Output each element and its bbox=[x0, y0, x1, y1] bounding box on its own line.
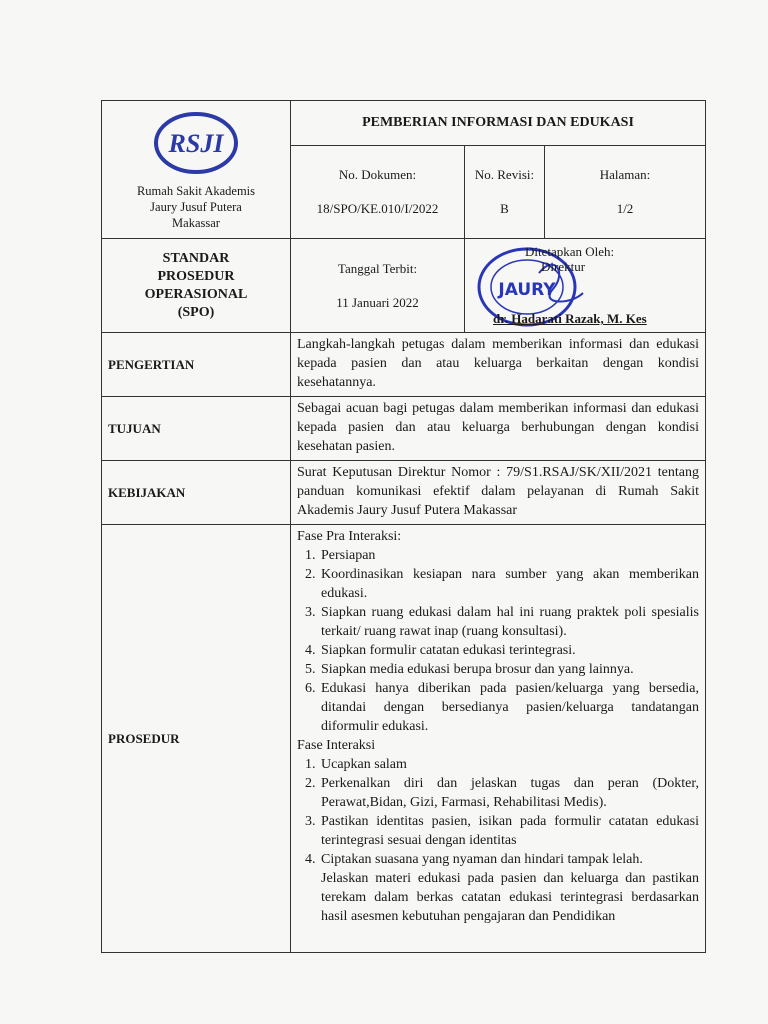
ditetapkan-role: Direktur bbox=[541, 259, 586, 274]
pra-interaksi-list bbox=[297, 546, 699, 736]
tujuan-row bbox=[102, 397, 705, 461]
halaman-cell bbox=[545, 146, 705, 239]
document-header bbox=[102, 101, 705, 333]
spo-line: STANDAR bbox=[162, 250, 230, 266]
tanggal-value: 11 Januari 2022 bbox=[336, 294, 419, 310]
hospital-name-line: Jaury Jusuf Putera bbox=[150, 199, 242, 214]
no-dokumen-value: 18/SPO/KE.010/I/2022 bbox=[316, 201, 439, 216]
list-item: 4. Siapkan formulir catatan edukasi terintegrasi. bbox=[319, 641, 699, 660]
list-item: 1. Ucapkan salam bbox=[319, 755, 699, 774]
hospital-identity bbox=[102, 101, 291, 239]
spo-document bbox=[101, 100, 706, 953]
list-item: 3. Siapkan ruang edukasi dalam hal ini ruang praktek poli spesialis terkait/ ruang rawat inap (ruang konsultasi). bbox=[319, 603, 699, 641]
no-dokumen-label: No. Dokumen: bbox=[338, 167, 417, 182]
hospital-name bbox=[137, 183, 255, 231]
approval-cell bbox=[465, 239, 705, 333]
list-item: 3. Pastikan identitas pasien, isikan pada formulir catatan edukasi terintegrasi sesuai dengan identitas bbox=[319, 812, 699, 850]
spo-line: PROSEDUR bbox=[157, 268, 235, 284]
document-title: PEMBERIAN INFORMASI DAN EDUKASI bbox=[291, 101, 705, 146]
prosedur-content bbox=[291, 525, 705, 952]
hospital-logo-icon bbox=[151, 109, 241, 177]
prosedur-row bbox=[102, 525, 705, 952]
no-revisi-label: No. Revisi: bbox=[474, 167, 535, 182]
tujuan-text: Sebagai acuan bagi petugas dalam memberikan informasi dan edukasi kepada pasien dan atau keluarga berhubungan dengan kondisi kesehatan pasien. bbox=[297, 401, 699, 454]
pengertian-row bbox=[102, 332, 705, 397]
list-item: 4. Ciptakan suasana yang nyaman dan hindari tampak lelah. bbox=[319, 850, 699, 869]
kebijakan-row bbox=[102, 461, 705, 525]
tanggal-label: Tanggal Terbit: bbox=[337, 260, 418, 276]
list-item: 6. Edukasi hanya diberikan pada pasien/keluarga yang bersedia, ditandai dengan bersedianya pasien/keluarga tandatangan diformulir edukasi. bbox=[319, 679, 699, 736]
logo-text: RSJI bbox=[168, 128, 224, 158]
kebijakan-label: KEBIJAKAN bbox=[102, 461, 291, 524]
pengertian-label: PENGERTIAN bbox=[102, 333, 291, 396]
signatory-name: dr. Hadarati Razak, M. Kes bbox=[493, 311, 647, 326]
approval-text bbox=[525, 244, 614, 274]
stamp-text: JAURY bbox=[498, 280, 556, 300]
fase-interaksi-heading: Fase Interaksi bbox=[297, 738, 376, 753]
list-item: 2. Perkenalkan diri dan jelaskan tugas dan peran (Dokter, Perawat,Bidan, Gizi, Farmasi, Rehabilitasi Medis). bbox=[319, 774, 699, 812]
tujuan-label: TUJUAN bbox=[102, 397, 291, 460]
prosedur-label: PROSEDUR bbox=[102, 525, 291, 952]
halaman-value: 1/2 bbox=[616, 201, 634, 216]
ditetapkan-label: Ditetapkan Oleh: bbox=[525, 244, 615, 259]
spo-line: (SPO) bbox=[177, 304, 215, 320]
no-revisi-cell bbox=[465, 146, 545, 239]
spo-title bbox=[102, 239, 291, 333]
spo-line: OPERASIONAL bbox=[144, 286, 248, 302]
hospital-name-line: Makassar bbox=[172, 215, 220, 230]
no-revisi-value: B bbox=[500, 201, 509, 216]
no-dokumen-cell bbox=[291, 146, 465, 239]
prosedur-extra-text: Jelaskan materi edukasi pada pasien dan keluarga dan pastikan terekam dalam berkas catatan edukasi terintegrasi berdasarkan hasil asesmen kebutuhan pengajaran dan Pendidikan bbox=[321, 871, 699, 924]
interaksi-list bbox=[297, 755, 699, 869]
hospital-name-line: Rumah Sakit Akademis bbox=[136, 183, 256, 198]
list-item: 2. Koordinasikan kesiapan nara sumber yang akan memberikan edukasi. bbox=[319, 565, 699, 603]
list-item: 5. Siapkan media edukasi berupa brosur dan yang lainnya. bbox=[319, 660, 699, 679]
pengertian-text: Langkah-langkah petugas dalam memberikan informasi dan edukasi kepada pasien dan atau keluarga berkaitan dengan kondisi kesehatannya. bbox=[297, 337, 699, 390]
halaman-label: Halaman: bbox=[599, 167, 651, 182]
list-item: 1. Persiapan bbox=[319, 546, 699, 565]
kebijakan-text: Surat Keputusan Direktur Nomor : 79/S1.RSAJ/SK/XII/2021 tentang panduan komunikasi efektif dalam pelayanan di Rumah Sakit Akademis Jaury Jusuf Putera Makassar bbox=[297, 465, 699, 518]
tanggal-terbit-cell bbox=[291, 239, 465, 333]
fase-pra-heading: Fase Pra Interaksi: bbox=[297, 529, 402, 544]
